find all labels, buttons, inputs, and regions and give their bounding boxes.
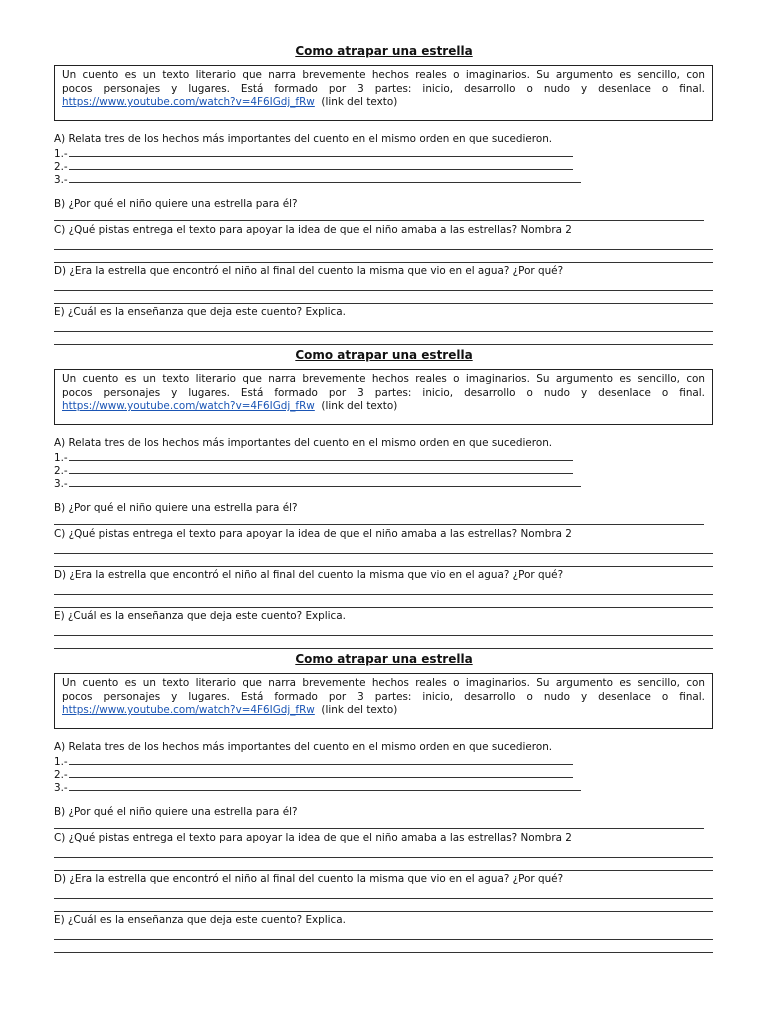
intro-line-2: pocos personajes y lugares. Está formado por 3 partes: inicio, desarrollo o nudo y desenlace o final. (62, 386, 705, 399)
intro-line-1: Un cuento es un texto literario que narra brevemente hechos reales o imaginarios. Su argumento es sencillo, con (62, 69, 705, 81)
answer-rule[interactable] (54, 952, 713, 953)
answer-rule[interactable] (54, 566, 713, 567)
intro-box (54, 369, 713, 425)
item-number: 3.- (54, 478, 68, 490)
answer-line-1[interactable] (54, 147, 573, 161)
question-b: B) ¿Por qué el niño quiere una estrella para él? (54, 806, 298, 818)
question-b: B) ¿Por qué el niño quiere una estrella para él? (54, 198, 298, 210)
answer-rule[interactable] (54, 828, 704, 829)
answer-line-2[interactable] (54, 464, 573, 478)
intro-link-line (62, 96, 705, 110)
answer-rule[interactable] (54, 524, 704, 525)
item-number: 2.- (54, 465, 68, 477)
intro-line-1: Un cuento es un texto literario que narra brevemente hechos reales o imaginarios. Su argumento es sencillo, con (62, 373, 705, 385)
link-note: (link del texto) (321, 96, 398, 109)
worksheet-copy-3 (0, 608, 768, 926)
youtube-link[interactable]: https://www.youtube.com/watch?v=4F6IGdj_fRw (62, 704, 315, 717)
answer-line-3[interactable] (54, 477, 581, 491)
answer-line-1[interactable] (54, 451, 573, 465)
youtube-link[interactable]: https://www.youtube.com/watch?v=4F6IGdj_fRw (62, 400, 315, 413)
intro-line-2: pocos personajes y lugares. Está formado por 3 partes: inicio, desarrollo o nudo y desenlace o final. (62, 690, 705, 703)
answer-rule[interactable] (54, 939, 713, 940)
youtube-link[interactable]: https://www.youtube.com/watch?v=4F6IGdj_fRw (62, 96, 315, 109)
question-c: C) ¿Qué pistas entrega el texto para apoyar la idea de que el niño amaba a las estrellas? Nombra 2 (54, 832, 572, 844)
worksheet-copy-1 (0, 0, 768, 318)
answer-rule[interactable] (54, 594, 713, 595)
item-number: 2.- (54, 161, 68, 173)
link-note: (link del texto) (321, 704, 398, 717)
question-a: A) Relata tres de los hechos más importantes del cuento en el mismo orden en que sucedieron. (54, 133, 553, 145)
item-number: 1.- (54, 756, 68, 768)
question-d: D) ¿Era la estrella que encontró el niño al final del cuento la misma que vio en el agua? ¿Por qué? (54, 569, 564, 581)
item-number: 3.- (54, 782, 68, 794)
link-note: (link del texto) (321, 400, 398, 413)
answer-line-1[interactable] (54, 755, 573, 769)
intro-box (54, 65, 713, 121)
question-c: C) ¿Qué pistas entrega el texto para apoyar la idea de que el niño amaba a las estrellas? Nombra 2 (54, 528, 572, 540)
answer-rule[interactable] (54, 898, 713, 899)
intro-line-2: pocos personajes y lugares. Está formado por 3 partes: inicio, desarrollo o nudo y desenlace o final. (62, 82, 705, 95)
answer-line-2[interactable] (54, 160, 573, 174)
worksheet-copy-2 (0, 304, 768, 622)
answer-rule[interactable] (54, 911, 713, 912)
answer-rule[interactable] (54, 857, 713, 858)
item-number: 3.- (54, 174, 68, 186)
answer-rule[interactable] (54, 290, 713, 291)
question-d: D) ¿Era la estrella que encontró el niño al final del cuento la misma que vio en el agua? ¿Por qué? (54, 873, 564, 885)
answer-line-3[interactable] (54, 173, 581, 187)
intro-link-line (62, 704, 705, 718)
intro-link-line (62, 400, 705, 414)
answer-rule[interactable] (54, 249, 713, 250)
answer-rule[interactable] (54, 870, 713, 871)
answer-rule[interactable] (54, 220, 704, 221)
item-number: 2.- (54, 769, 68, 781)
question-b: B) ¿Por qué el niño quiere una estrella para él? (54, 502, 298, 514)
answer-rule[interactable] (54, 262, 713, 263)
question-a: A) Relata tres de los hechos más importantes del cuento en el mismo orden en que sucedieron. (54, 741, 553, 753)
intro-line-1: Un cuento es un texto literario que narra brevemente hechos reales o imaginarios. Su argumento es sencillo, con (62, 677, 705, 689)
answer-line-3[interactable] (54, 781, 581, 795)
item-number: 1.- (54, 452, 68, 464)
worksheet-title: Como atrapar una estrella (295, 652, 473, 666)
question-c: C) ¿Qué pistas entrega el texto para apoyar la idea de que el niño amaba a las estrellas? Nombra 2 (54, 224, 572, 236)
question-d: D) ¿Era la estrella que encontró el niño al final del cuento la misma que vio en el agua? ¿Por qué? (54, 265, 564, 277)
intro-box (54, 673, 713, 729)
item-number: 1.- (54, 148, 68, 160)
worksheet-title: Como atrapar una estrella (295, 44, 473, 58)
question-a: A) Relata tres de los hechos más importantes del cuento en el mismo orden en que sucedieron. (54, 437, 553, 449)
question-e: E) ¿Cuál es la enseñanza que deja este cuento? Explica. (54, 610, 346, 622)
answer-rule[interactable] (54, 553, 713, 554)
question-e: E) ¿Cuál es la enseñanza que deja este cuento? Explica. (54, 306, 346, 318)
worksheet-title: Como atrapar una estrella (295, 348, 473, 362)
answer-line-2[interactable] (54, 768, 573, 782)
question-e: E) ¿Cuál es la enseñanza que deja este cuento? Explica. (54, 914, 346, 926)
